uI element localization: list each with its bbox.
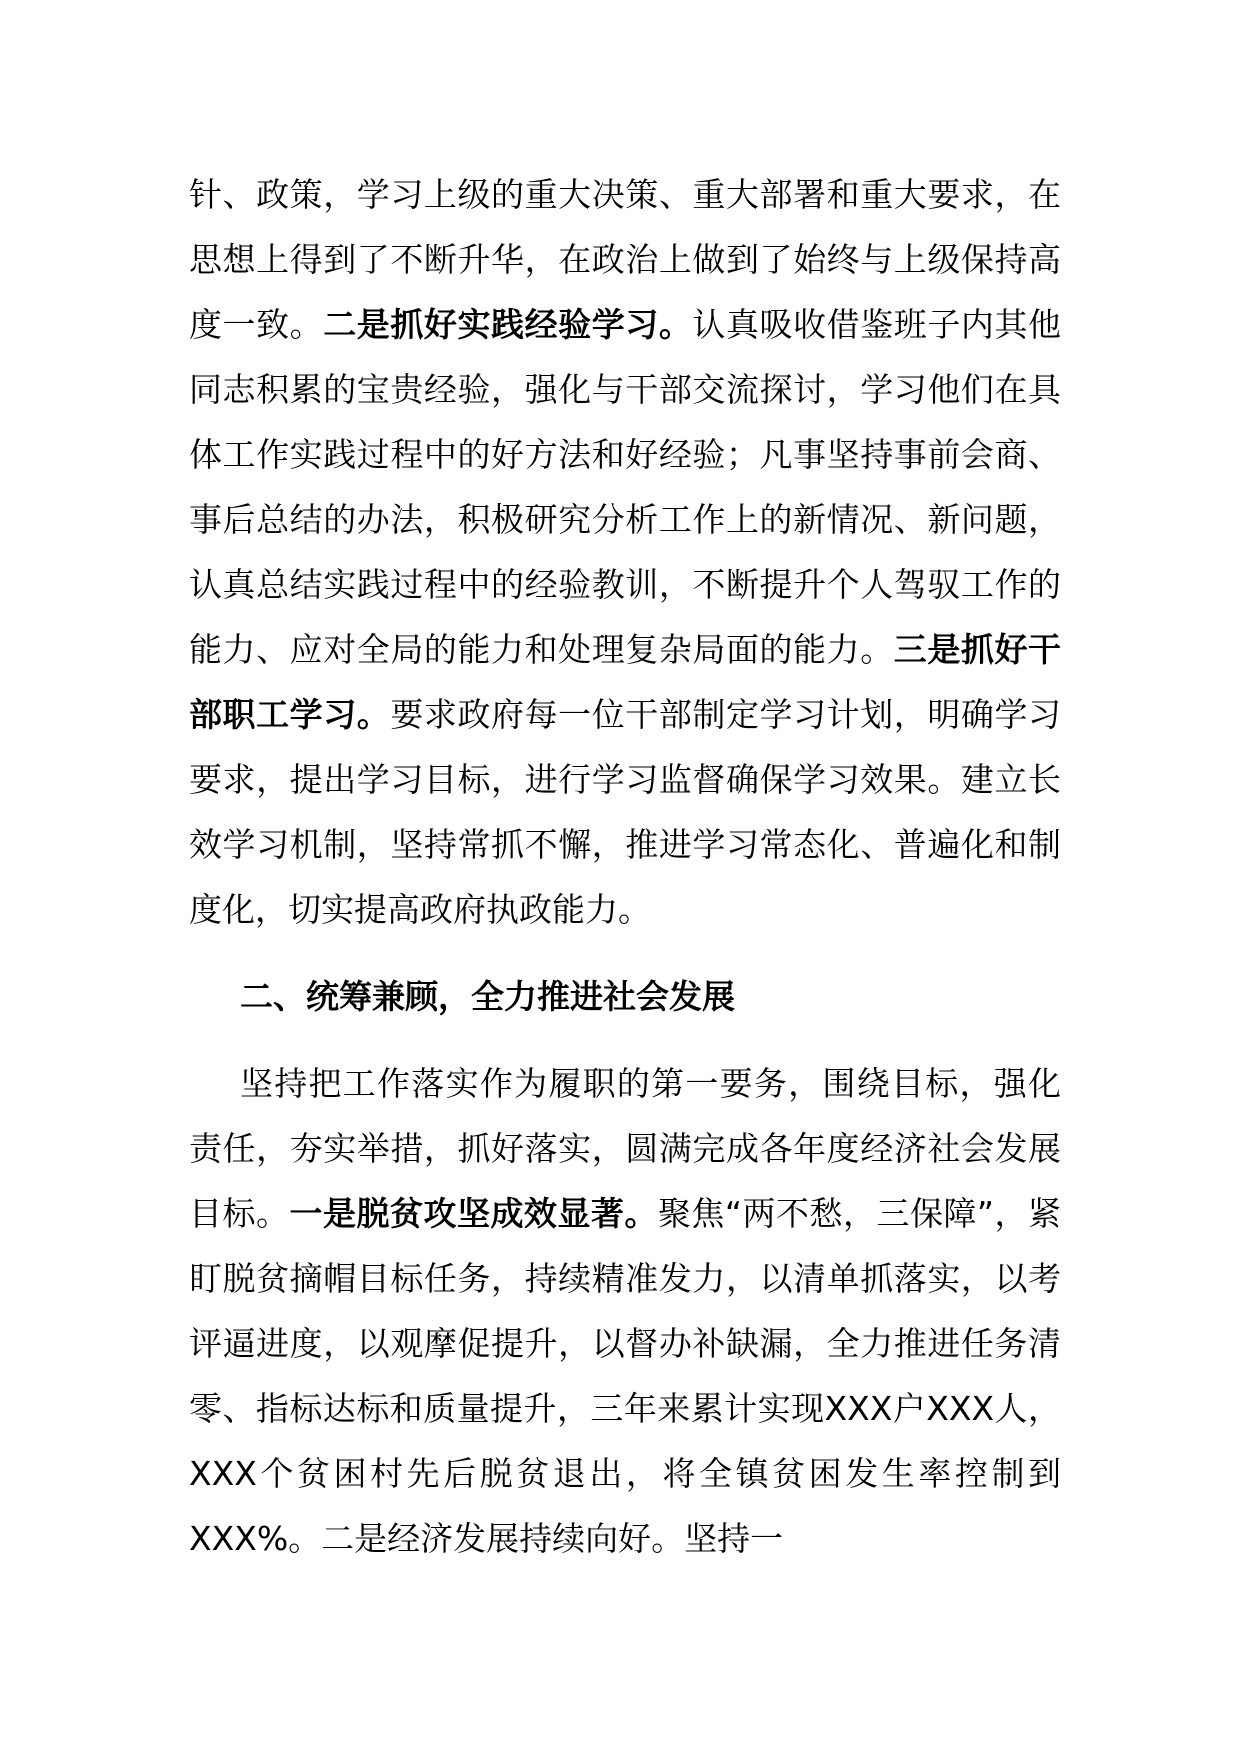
paragraph-text: 聚焦“两不愁，三保障”，紧盯脱贫摘帽目标任务，持续精准发力，以清单抓落实，以考评逼进度，以观摩促提升，以督办补缺漏，全力推进任务清零、指标达标和质量提升，三年来累计实现XXX户XXX人，XXX个贫困村先后脱贫退出，将全镇贫困发生率控制到XXX%。二是经济发展持续向好。坚持一 bbox=[189, 1194, 1062, 1558]
paragraph-text: 针、政策，学习上级的重大决策、重大部署和重大要求，在思想上得到了不断升华，在政治上做到了始终与上级保持高度一致。 bbox=[189, 175, 1061, 344]
paragraph-text: 坚持把工作落实作为履职的第一要务，围绕目标，强化责任，夯实举措，抓好落实，圆满完成各年度经济社会发展目标。 bbox=[189, 1064, 1061, 1233]
document-body bbox=[189, 162, 1061, 1571]
body-paragraph bbox=[189, 162, 1061, 942]
bold-subheading: 二是抓好实践经验学习。 bbox=[323, 305, 693, 344]
paragraph-text: 要求政府每一位干部制定学习计划，明确学习要求，提出学习目标，进行学习监督确保学习效果。建立长效学习机制，坚持常抓不懈，推进学习常态化、普遍化和制度化，切实提高政府执政能力。 bbox=[189, 695, 1062, 929]
bold-subheading: 三是抓好干部职工学习。 bbox=[189, 630, 1062, 734]
paragraph-text: 认真吸收借鉴班子内其他同志积累的宝贵经验，强化与干部交流探讨，学习他们在具体工作实践过程中的好方法和好经验；凡事坚持事前会商、事后总结的办法，积极研究分析工作上的新情况、新问题，认真总结实践过程中的经验教训，不断提升个人驾驭工作的能力、应对全局的能力和处理复杂局面的能力。 bbox=[189, 305, 1062, 669]
body-paragraph bbox=[189, 1051, 1061, 1571]
section-heading: 二、统筹兼顾，全力推进社会发展 bbox=[240, 977, 735, 1016]
bold-subheading: 一是脱贫攻坚成效显著。 bbox=[289, 1194, 658, 1233]
